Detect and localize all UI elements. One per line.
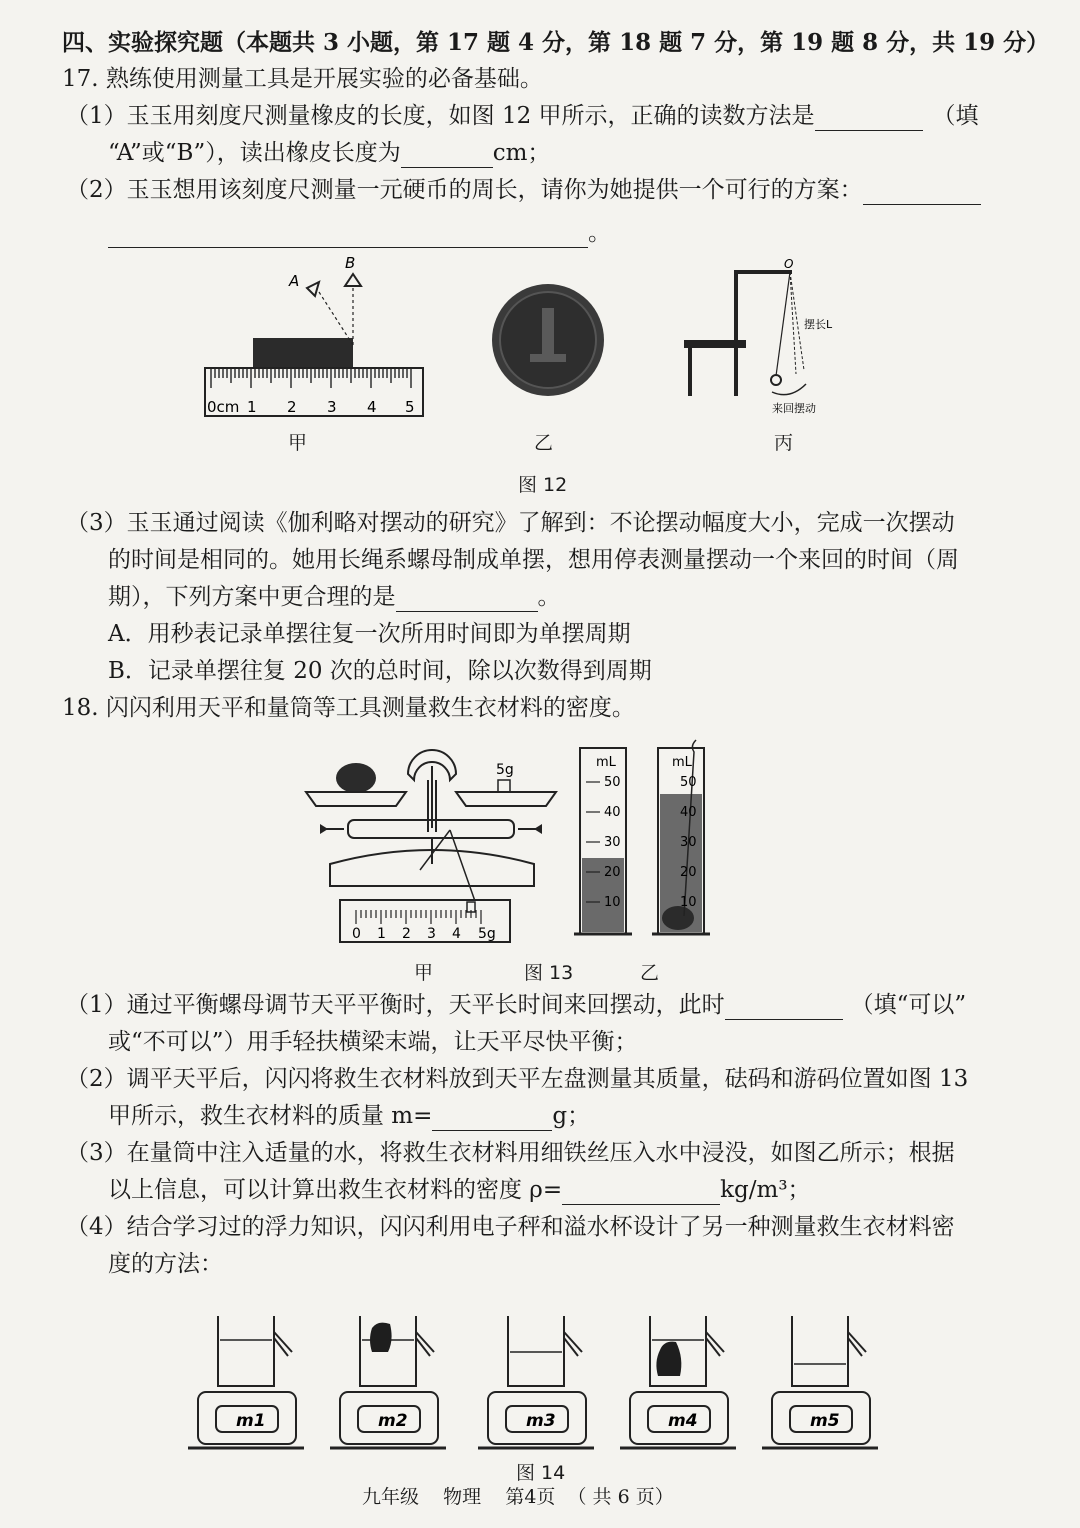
q18-p2-blank[interactable] [432, 1108, 552, 1131]
cyl1-tick-30: 30 [604, 835, 621, 850]
left-pan [306, 792, 406, 806]
fig14-scales [186, 1312, 878, 1456]
fig12-bing-pendulum [680, 256, 860, 426]
scale-tick-0: 0 [352, 926, 361, 942]
cyl1-unit: mL [596, 755, 616, 770]
q18-p3-line2: 以上信息，可以计算出救生衣材料的密度 ρ= kg/m³； [108, 1177, 811, 1203]
q17-p1-line1: （1）玉玉用刻度尺测量橡皮的长度，如图 12 甲所示，正确的读数方法是 （填 [66, 103, 979, 129]
fig12-sub-yi: 乙 [534, 432, 554, 454]
q17-p3-line1: （3）玉玉通过阅读《伽利略对摆动的研究》了解到：不论摆动幅度大小，完成一次摆动 [66, 510, 955, 536]
scale-3 [478, 1316, 594, 1448]
fig14-caption: 图 14 [516, 1462, 566, 1484]
q17-p2-blank2[interactable] [108, 225, 588, 248]
ruler-tick-1: 1 [247, 398, 257, 416]
q18-p2-line2: 甲所示，救生衣材料的质量 m= g； [108, 1103, 591, 1129]
cyl1-tick-40: 40 [604, 805, 621, 820]
page-footer: 九年级 物理 第4页 （ 共 6 页） [362, 1486, 674, 1508]
eye-a-label: A [289, 272, 300, 290]
weight-label: 5g [496, 762, 514, 778]
scale-2-label: m2 [378, 1411, 408, 1431]
section-title: 四、实验探究题（本题共 3 小题，第 17 题 4 分，第 18 题 7 分，第 19 题 8 分，共 19 分） [62, 29, 1050, 56]
q17-p2-line2: 。 [108, 218, 611, 248]
right-pan [456, 792, 556, 806]
scale-3-label: m3 [526, 1411, 556, 1431]
cyl1-tick-20: 20 [604, 865, 621, 880]
pendulum-bob [771, 375, 781, 385]
q17-option-b: B．记录单摆往复 20 次的总时间，除以次数得到周期 [108, 658, 652, 684]
q17-p2-blank1[interactable] [863, 182, 981, 205]
cyl2-unit: mL [672, 755, 692, 770]
q18-stem: 18. 闪闪利用天平和量筒等工具测量救生衣材料的密度。 [62, 695, 635, 721]
scale-2-material [370, 1323, 392, 1352]
cyl2-tick-30: 30 [680, 835, 697, 850]
q17-p3-line3: 期），下列方案中更合理的是 。 [108, 584, 561, 610]
q17-p1-blank2[interactable] [401, 145, 493, 168]
q17-p3-line2: 的时间是相同的。她用长绳系螺母制成单摆，想用停表测量摆动一个来回的时间（周 [108, 547, 959, 573]
scale-4 [620, 1316, 736, 1448]
q18-p1-blank[interactable] [725, 997, 843, 1020]
scale-2 [330, 1316, 446, 1448]
cyl2-tick-10: 10 [680, 895, 697, 910]
scale-tick-1: 1 [377, 926, 386, 942]
eraser [253, 338, 353, 368]
fig13-caption: 图 13 [524, 962, 574, 984]
ruler-tick-5: 5 [405, 398, 415, 416]
scale-tick-5: 5g [478, 926, 496, 942]
fig12-caption: 图 12 [518, 474, 568, 496]
q17-p1-blank1[interactable] [815, 108, 923, 131]
swing-label: 来回摆动 [772, 402, 816, 415]
cyl1-tick-10: 10 [604, 895, 621, 910]
pivot-label: O [784, 257, 794, 271]
q17-option-a: A．用秒表记录单摆往复一次所用时间即为单摆周期 [108, 621, 631, 647]
eye-b-icon [345, 274, 361, 286]
ruler-tick-3: 3 [327, 398, 337, 416]
q18-p4-line2: 度的方法： [108, 1251, 223, 1277]
fig12-sub-bing: 丙 [774, 432, 794, 454]
fig13-sub-jia: 甲 [414, 962, 434, 984]
cyl2-tick-20: 20 [680, 865, 697, 880]
scale-5 [762, 1316, 878, 1448]
q18-p1-line1: （1）通过平衡螺母调节天平平衡时，天平长时间来回摆动，此时 （填“可以” [66, 992, 967, 1018]
sample-material [336, 763, 376, 793]
q18-p2-line1: （2）调平天平后，闪闪将救生衣材料放到天平左盘测量其质量，砝码和游码位置如图 13 [66, 1066, 969, 1092]
fig12-sub-jia: 甲 [288, 432, 308, 454]
scale-5-label: m5 [810, 1411, 840, 1431]
q18-p1-line2: 或“不可以”）用手轻扶横梁末端，让天平尽快平衡； [108, 1029, 638, 1055]
q18-p3-line1: （3）在量筒中注入适量的水，将救生衣材料用细铁丝压入水中浸没，如图乙所示；根据 [66, 1140, 955, 1166]
scale-4-label: m4 [668, 1411, 698, 1431]
cyl2-tick-50: 50 [680, 775, 697, 790]
scale-tick-3: 3 [427, 926, 436, 942]
ruler-tick-2: 2 [287, 398, 297, 416]
scale-1-label: m1 [236, 1411, 266, 1431]
fig12-yi-coin [490, 282, 606, 398]
q17-p1-line2: “A”或“B”），读出橡皮长度为 cm； [108, 140, 551, 166]
q18-p4-line1: （4）结合学习过的浮力知识，闪闪利用电子秤和溢水杯设计了另一种测量救生衣材料密 [66, 1214, 955, 1240]
cyl1-tick-50: 50 [604, 775, 621, 790]
scale-tick-4: 4 [452, 926, 461, 942]
cyl2-tick-40: 40 [680, 805, 697, 820]
scale-1 [188, 1316, 304, 1448]
fig13-sub-yi: 乙 [640, 962, 660, 984]
fig13-jia-balance [300, 740, 562, 950]
length-label: 摆长L [804, 318, 833, 331]
q17-p3-blank[interactable] [396, 589, 538, 612]
ruler-tick-0: 0cm [207, 398, 240, 416]
eye-a-icon [307, 282, 319, 296]
scale-tick-2: 2 [402, 926, 411, 942]
eye-b-label: B [345, 254, 356, 272]
fig13-yi-cylinders [572, 740, 722, 948]
fig12-jia-ruler-diagram [195, 250, 435, 425]
weight-5g [498, 780, 510, 792]
ruler-tick-4: 4 [367, 398, 377, 416]
q17-p2-line1: （2）玉玉想用该刻度尺测量一元硬币的周长，请你为她提供一个可行的方案： [66, 175, 981, 205]
scale-4-material [656, 1342, 681, 1376]
q18-p3-blank[interactable] [562, 1182, 720, 1205]
q17-stem: 17. 熟练使用测量工具是开展实验的必备基础。 [62, 66, 543, 92]
